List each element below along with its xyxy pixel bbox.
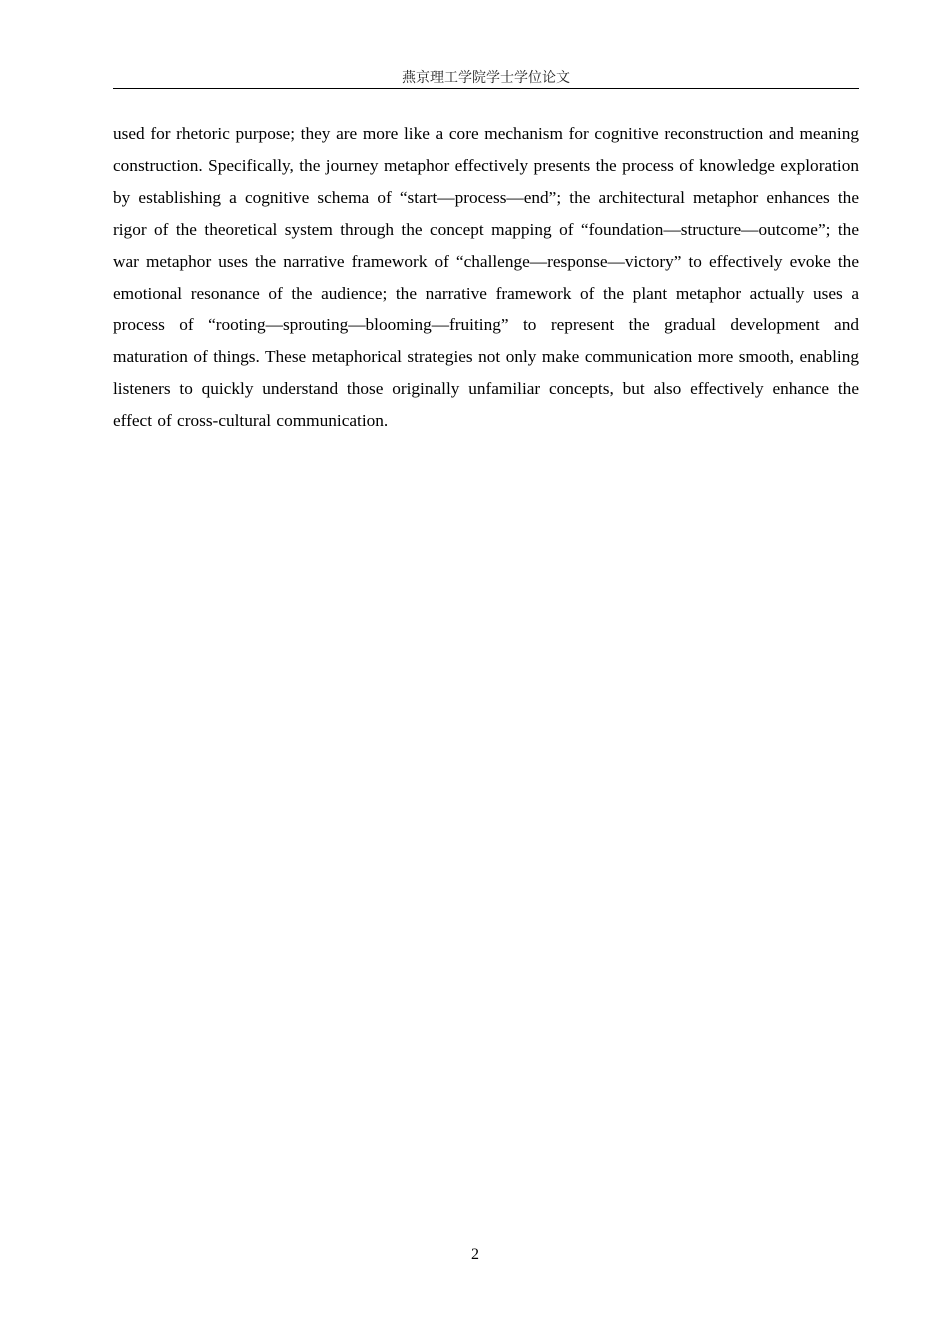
body-paragraph: used for rhetoric purpose; they are more like a core mechanism for cognitive reconstruction and meaning construction. Specifically, the journey metaphor effectively presents the process of knowledge exploration by establishing a cognitive schema of “start—process—end”; the architectural metaphor enhances the rigor of the theoretical system through the concept mapping of “foundation—structure—outcome”; the war metaphor uses the narrative framework of “challenge—response—victory” to effectively evoke the emotional resonance of the audience; the narrative framework of the plant metaphor actually uses a process of “rooting—sprouting—blooming—fruiting” to represent the gradual development and maturation of things. These metaphorical strategies not only make communication more smooth, enabling listeners to quickly understand those originally unfamiliar concepts, but also effectively enhance the effect of cross-cultural communication. xyxy=(113,124,859,431)
running-header: 燕京理工学院学士学位论文 xyxy=(402,70,570,86)
page-number: 2 xyxy=(471,1246,479,1263)
header-rule xyxy=(113,88,859,89)
